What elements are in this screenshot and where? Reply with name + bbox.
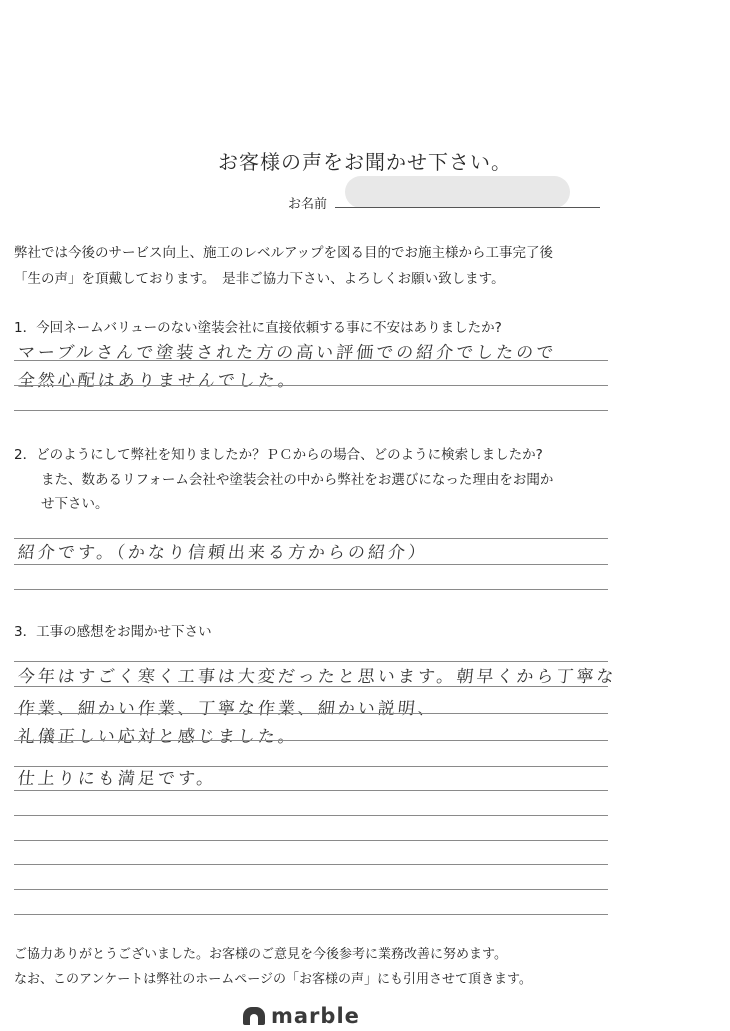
footer-line-1: ご協力ありがとうございました。お客様のご意見を今後参考に業務改善に努めます。 xyxy=(14,947,507,962)
answer-line xyxy=(14,538,608,539)
logo-mark-icon xyxy=(243,1007,265,1025)
answer-line xyxy=(14,889,608,890)
logo-text: marble xyxy=(271,1004,360,1028)
answer-line xyxy=(14,686,608,687)
answer-line xyxy=(14,740,608,741)
intro-line-2: 「生の声」を頂戴しております。 是非ご協力下さい、よろしくお願い致します。 xyxy=(14,271,505,287)
answer-line xyxy=(14,589,608,590)
answer-line xyxy=(14,766,608,767)
answer-line xyxy=(14,661,608,662)
answer-3-line-4: 仕上りにも満足です。 xyxy=(16,769,218,789)
answer-1-line-1: マーブルさんで塗装された方の高い評価での紹介でしたので xyxy=(16,343,558,363)
answer-3-line-2: 作業、細かい作業、丁寧な作業、細かい説明、 xyxy=(16,699,439,719)
name-underline xyxy=(335,207,600,208)
survey-title: お客様の声をお聞かせ下さい。 xyxy=(218,150,512,174)
answer-line xyxy=(14,815,608,816)
answer-line xyxy=(14,410,608,411)
answer-line xyxy=(14,864,608,865)
answer-1-line-2: 全然心配はありませんでした。 xyxy=(16,371,299,391)
name-label: お名前 xyxy=(288,197,328,212)
marble-logo xyxy=(243,1004,360,1028)
question-2-line-3: せ下さい。 xyxy=(14,496,109,512)
question-3: 3．工事の感想をお聞かせ下さい xyxy=(14,624,212,640)
question-2-line-1: 2．どのようにして弊社を知りましたか？ＰＣからの場合、どのように検索しましたか? xyxy=(14,447,543,463)
question-1: 1．今回ネームバリューのない塗装会社に直接依頼する事に不安はありましたか? xyxy=(14,320,502,336)
answer-3-line-3: 礼儀正しい応対と感じました。 xyxy=(16,727,299,747)
answer-3-line-1: 今年はすごく寒く工事は大変だったと思います。朝早くから丁寧な xyxy=(16,667,618,687)
intro-line-1: 弊社では今後のサービス向上、施工のレベルアップを図る目的でお施主様から工事完了後 xyxy=(14,245,554,261)
answer-2-line-1: 紹介です。（かなり信頼出来る方からの紹介） xyxy=(16,543,429,563)
answer-line xyxy=(14,914,608,915)
answer-line xyxy=(14,840,608,841)
answer-line xyxy=(14,790,608,791)
answer-line xyxy=(14,713,608,714)
name-redaction xyxy=(345,176,570,208)
answer-line xyxy=(14,360,608,361)
footer-line-2: なお、このアンケートは弊社のホームページの「お客様の声」にも引用させて頂きます。 xyxy=(14,972,532,987)
question-2-line-2: また、数あるリフォーム会社や塗装会社の中から弊社をお選びになった理由をお聞か xyxy=(14,472,554,488)
answer-line xyxy=(14,564,608,565)
answer-line xyxy=(14,385,608,386)
